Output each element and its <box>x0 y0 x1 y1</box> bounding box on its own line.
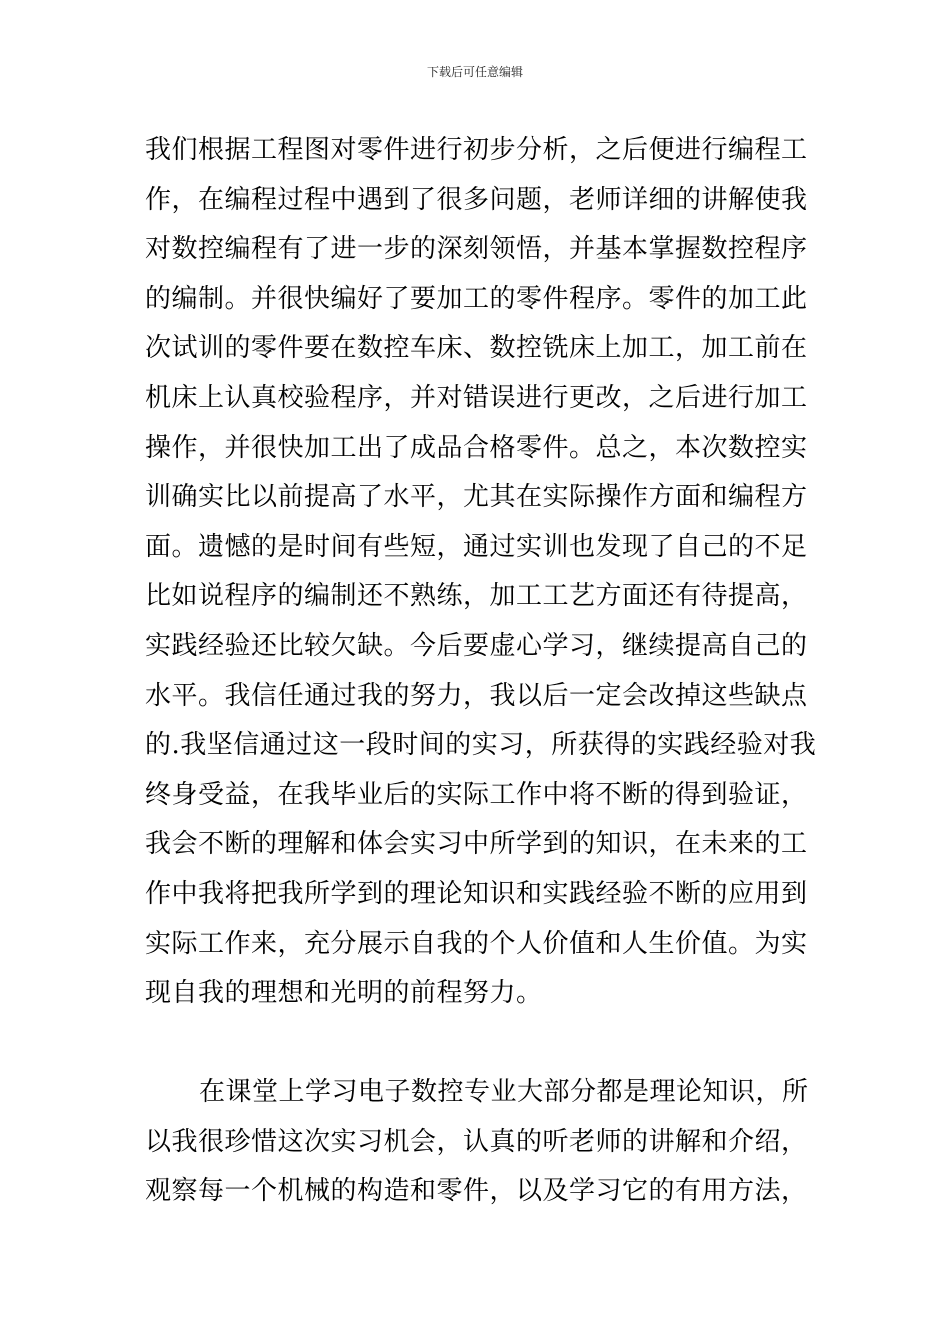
text-line: 终身受益，在我毕业后的实际工作中将不断的得到验证， <box>145 779 808 810</box>
text-line: 次试训的零件要在数控车床、数控铣床上加工，加工前在 <box>145 333 808 364</box>
text-line: 的.我坚信通过这一段时间的实习，所获得的实践经验对我 <box>145 730 817 761</box>
text-line: 观察每一个机械的构造和零件，以及学习它的有用方法， <box>145 1176 808 1207</box>
text-line: 对数控编程有了进一步的深刻领悟，并基本掌握数控程序 <box>145 234 808 265</box>
text-line: 我会不断的理解和体会实习中所学到的知识，在未来的工 <box>145 829 808 860</box>
text-line: 比如说程序的编制还不熟练，加工工艺方面还有待提高， <box>145 581 808 612</box>
text-line: 机床上认真校验程序，并对错误进行更改，之后进行加工 <box>145 382 808 413</box>
text-line: 的编制。并很快编好了要加工的零件程序。零件的加工此 <box>145 283 808 314</box>
text-line: 以我很珍惜这次实习机会，认真的听老师的讲解和介绍， <box>145 1126 808 1157</box>
text-line: 训确实比以前提高了水平，尤其在实际操作方面和编程方 <box>145 482 808 513</box>
paragraph-1 <box>145 126 817 1019</box>
text-line: 在课堂上学习电子数控专业大部分都是理论知识，所 <box>199 1077 809 1108</box>
text-line: 实际工作来，充分展示自我的个人价值和人生价值。为实 <box>145 928 808 959</box>
text-line: 操作，并很快加工出了成品合格零件。总之，本次数控实 <box>145 432 808 463</box>
text-line: 我们根据工程图对零件进行初步分析，之后便进行编程工 <box>145 135 808 165</box>
paragraph-2 <box>145 1068 809 1217</box>
page-header: 下载后可任意编辑 <box>426 65 523 79</box>
document-body <box>145 126 817 1217</box>
text-line: 作，在编程过程中遇到了很多问题，老师详细的讲解使我 <box>145 184 808 215</box>
text-line: 面。遗憾的是时间有些短，通过实训也发现了自己的不足 <box>145 531 808 562</box>
text-line: 实践经验还比较欠缺。今后要虚心学习，继续提高自己的 <box>145 630 808 661</box>
text-line: 现自我的理想和光明的前程努力。 <box>145 978 543 1009</box>
text-line: 作中我将把我所学到的理论知识和实践经验不断的应用到 <box>145 878 808 909</box>
text-line: 水平。我信任通过我的努力，我以后一定会改掉这些缺点 <box>145 680 808 711</box>
paragraph-spacer <box>145 1019 805 1069</box>
